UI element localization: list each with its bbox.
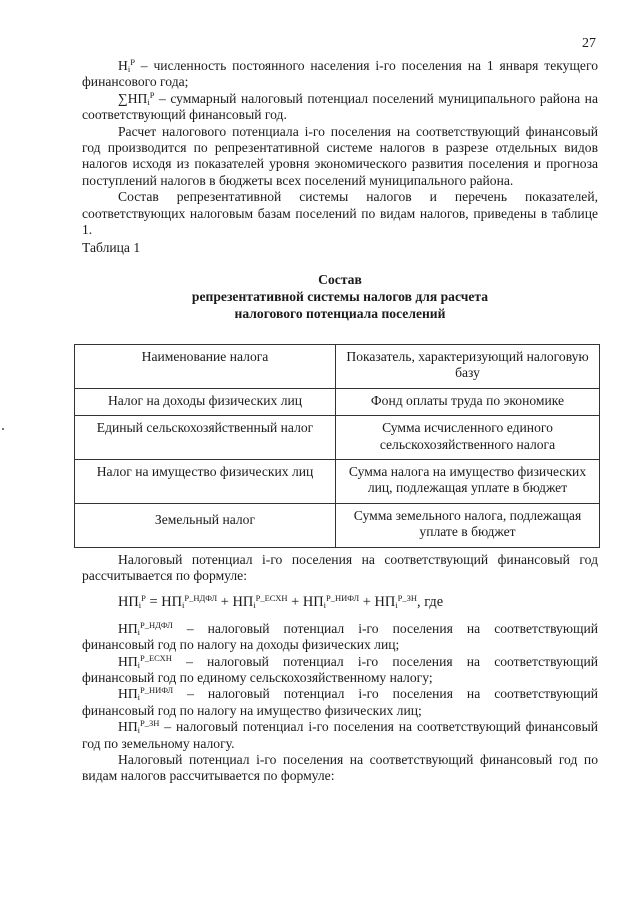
definition-text: – налоговый потенциал i-го поселения на соответствующий финансовый год по единому сельскохозяйственному налогу; — [82, 653, 598, 685]
definition-eshn — [82, 654, 598, 687]
tax-table — [74, 344, 600, 548]
definition-nifl — [82, 686, 598, 719]
page-number: 27 — [582, 36, 596, 51]
definition-text: – налоговый потенциал i-го поселения на соответствующий финансовый год по земельному налогу. — [82, 719, 598, 751]
formula-base: НП — [118, 594, 139, 611]
formula-sub: i — [253, 600, 256, 611]
symbol-base: НП — [118, 686, 138, 702]
formula-sub: i — [395, 600, 398, 611]
table-header-cell: Наименование налога — [75, 344, 336, 388]
table-title-line-1: Состав — [318, 271, 362, 287]
paragraph-composition: Состав репрезентативной системы налогов и перечень показателей, соответствующих налоговым базам поселений по видам налогов, приведены в таблице 1. — [82, 189, 598, 238]
formula-sub: i — [138, 600, 142, 611]
table-header-cell: Показатель, характеризующий налоговую базу — [336, 344, 600, 388]
definition-text: – суммарный налоговый потенциал поселений муниципального района на соответствующий финансовый год. — [82, 90, 598, 123]
paragraph-calculation: Расчет налогового потенциала i-го поселения на соответствующий финансовый год производится по репрезентативной системе налогов в разрезе отдельных видов налогов исходя из показателей уровня экономического развития поселения и прогноза поступлений налогов в бюджеты всех поселений муниципального района. — [82, 123, 598, 188]
table-cell: Фонд оплаты труда по экономике — [336, 388, 600, 415]
table-title-line-3: налогового потенциала поселений — [234, 305, 446, 321]
formula-base: НП — [161, 594, 183, 611]
definition-text: – налоговый потенциал i-го поселения на соответствующий финансовый год по налогу на доходы физических лиц; — [82, 620, 598, 653]
symbol-base: Н — [118, 58, 128, 73]
formula-base: НП — [302, 594, 324, 611]
symbol-sup: Р_ЕСХН — [140, 652, 172, 663]
symbol-sub: i — [137, 725, 141, 736]
definition-zn — [82, 719, 598, 752]
formula-base: НП — [374, 594, 396, 611]
formula-base: НП — [232, 594, 254, 611]
table-label: Таблица 1 — [82, 240, 141, 256]
symbol-sup: Р — [130, 57, 135, 67]
table-row — [75, 388, 600, 415]
symbol-sup: Р_НДФЛ — [140, 619, 173, 630]
table-header-row — [75, 344, 600, 388]
paragraph-formula-intro: Налоговый потенциал i-го поселения на соответствующий финансовый год рассчитывается по формуле: — [82, 551, 598, 583]
symbol-sub: i — [147, 96, 150, 107]
formula-equals: = — [145, 594, 162, 611]
symbol-base: ∑НП — [118, 90, 148, 106]
table-title-line-2: репрезентативной системы налогов для расчета — [191, 288, 489, 304]
definition-text: – численность постоянного населения i-го поселения на 1 января текущего финансового года; — [82, 58, 598, 90]
formula-sup: Р_НДФЛ — [184, 593, 218, 604]
formula-sup: Р_НИФЛ — [326, 593, 360, 604]
definition-population — [82, 58, 598, 91]
symbol-sup: Р_ЗН — [140, 718, 160, 729]
definition-ndfl — [82, 621, 598, 654]
scan-speck — [2, 428, 4, 430]
definition-total-potential — [82, 91, 598, 124]
document-body — [82, 58, 598, 785]
paragraph-by-tax-type: Налоговый потенциал i-го поселения на соответствующий финансовый год по видам налогов рассчитывается по формуле: — [82, 752, 598, 784]
table-row — [75, 416, 600, 460]
table-row — [75, 459, 600, 503]
formula-sub: i — [323, 600, 327, 611]
table-cell: Сумма налога на имущество физических лиц, подлежащая уплате в бюджет — [336, 459, 600, 503]
symbol-sup: Р_НИФЛ — [140, 685, 174, 696]
table-cell: Налог на доходы физических лиц — [75, 388, 336, 415]
definition-text: – налоговый потенциал i-го поселения на соответствующий финансовый год по налогу на имущество физических лиц; — [82, 686, 598, 718]
table-cell: Земельный налог — [75, 503, 336, 547]
table-cell: Единый сельскохозяйственный налог — [75, 416, 336, 460]
symbol-sub: i — [137, 659, 141, 670]
formula-sub: i — [182, 600, 185, 611]
formula-sup: Р_ЗН — [397, 593, 417, 604]
formula — [82, 594, 598, 610]
symbol-sup: Р — [149, 89, 155, 100]
symbol-base: НП — [118, 653, 138, 669]
formula-plus: + — [217, 594, 233, 611]
symbol-sub: i — [137, 626, 141, 637]
symbol-sub: i — [127, 64, 131, 74]
formula-plus: + — [359, 594, 375, 611]
formula-tail: , где — [417, 594, 444, 611]
table-cell: Сумма земельного налога, подлежащая уплате в бюджет — [336, 503, 600, 547]
symbol-sub: i — [137, 692, 141, 703]
table-cell: Сумма исчисленного единого сельскохозяйственного налога — [336, 416, 600, 460]
formula-sup: Р_ЕСХН — [255, 593, 288, 604]
formula-plus: + — [287, 594, 303, 611]
symbol-base: НП — [118, 620, 138, 636]
formula-sup: Р — [141, 593, 146, 604]
table-row — [75, 503, 600, 547]
symbol-base: НП — [118, 719, 138, 735]
table-cell: Налог на имущество физических лиц — [75, 459, 336, 503]
